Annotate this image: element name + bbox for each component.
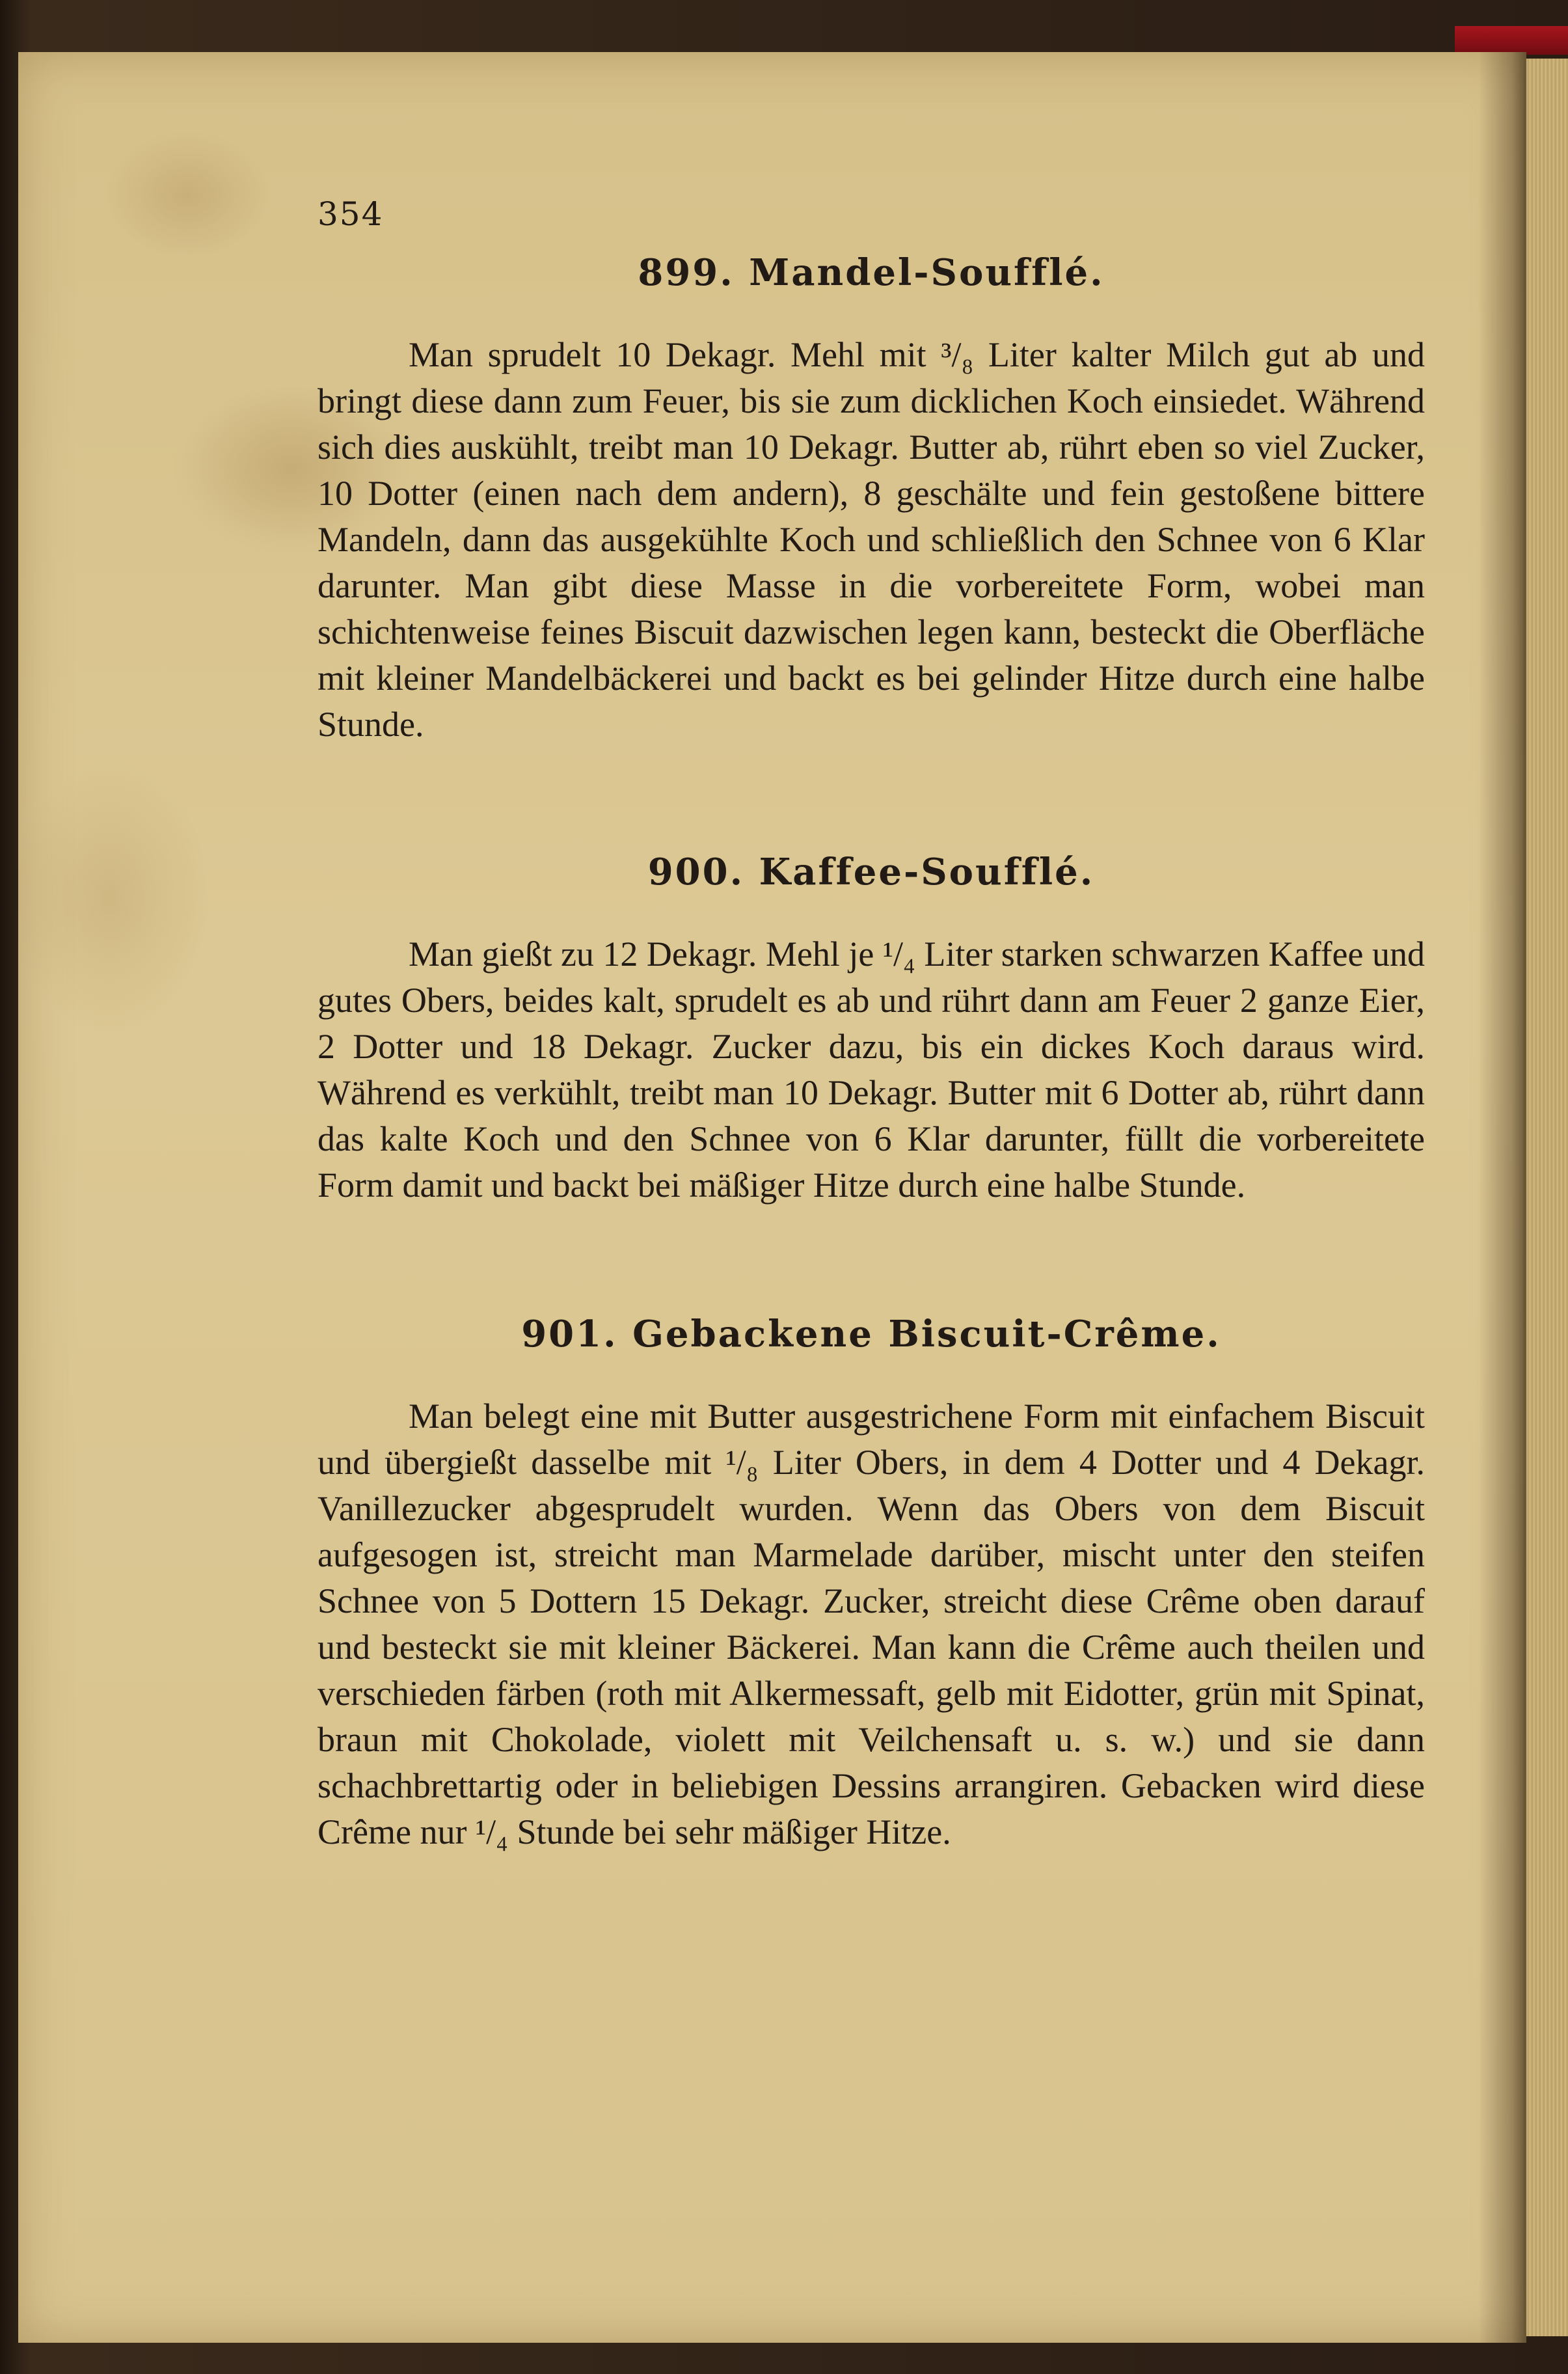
recipe-title: 900. Kaffee-Soufflé.: [647, 851, 1095, 894]
page-number: 354: [318, 195, 384, 233]
page-gutter-shadow: [1478, 52, 1526, 2343]
recipe-900: [318, 851, 1425, 1208]
recipe-text: Man gießt zu 12 Dekagr. Mehl je ¹/₄ Liter starken schwarzen Kaffee und gutes Obers, beides kalt, sprudelt es ab und rührt dann am Feuer 2 ganze Eier, 2 Dotter und 18 Dekagr. Zucker dazu, bis ein dickes Koch daraus wird. Während es verkühlt, treibt man 10 Dekagr. Butter mit 6 Dotter ab, rührt dann das kalte Koch und den Schnee von 6 Klar darunter, füllt die vorbereitete Form damit und backt bei mäßiger Hitze durch eine halbe Stunde.: [318, 935, 1425, 1205]
recipe-text: Man belegt eine mit Butter ausgestrichene Form mit einfachem Biscuit und übergießt dasselbe mit ¹/₈ Liter Obers, in dem 4 Dotter und 4 Dekagr. Vanillezucker abgesprudelt wurden. Wenn das Obers von dem Biscuit aufgesogen ist, streicht man Marmelade darüber, mischt unter den steifen Schnee von 5 Dottern 15 Dekagr. Zucker, streicht diese Crême oben darauf und besteckt sie mit kleiner Bäckerei. Man kann die Crême auch theilen und verschieden färben (roth mit Alkermessaft, gelb mit Eidotter, grün mit Spinat, braun mit Chokolade, violett mit Veilchensaft u. s. w.) und sie dann schachbrettartig oder in beliebigen Dessins arrangiren. Gebacken wird diese Crême nur ¹/₄ Stunde bei sehr mäßiger Hitze.: [318, 1397, 1425, 1851]
recipe-899: [318, 251, 1425, 748]
recipe-901: [318, 1313, 1425, 1855]
page-content: [318, 195, 1425, 1855]
recipe-title: 901. Gebackene Biscuit-Crême.: [521, 1313, 1221, 1356]
recipe-title: 899. Mandel-Soufflé.: [638, 251, 1105, 294]
recipe-text: Man sprudelt 10 Dekagr. Mehl mit ³/₈ Liter kalter Milch gut ab und bringt diese dann zum Feuer, bis sie zum dicklichen Koch einsiedet. Während sich dies auskühlt, treibt man 10 Dekagr. Butter ab, rührt eben so viel Zucker, 10 Dotter (einen nach dem andern), 8 geschälte und fein gestoßene bittere Mandeln, dann das ausgekühlte Koch und schließlich den Schnee von 6 Klar darunter. Man gibt diese Masse in die vorbereitete Form, wobei man schichtenweise feines Biscuit dazwischen legen kann, besteckt die Oberfläche mit kleiner Mandelbäckerei und backt es bei gelinder Hitze durch eine halbe Stunde.: [318, 335, 1425, 744]
page-edges: [1522, 59, 1568, 2336]
bookmark-ribbon: [1455, 26, 1568, 55]
